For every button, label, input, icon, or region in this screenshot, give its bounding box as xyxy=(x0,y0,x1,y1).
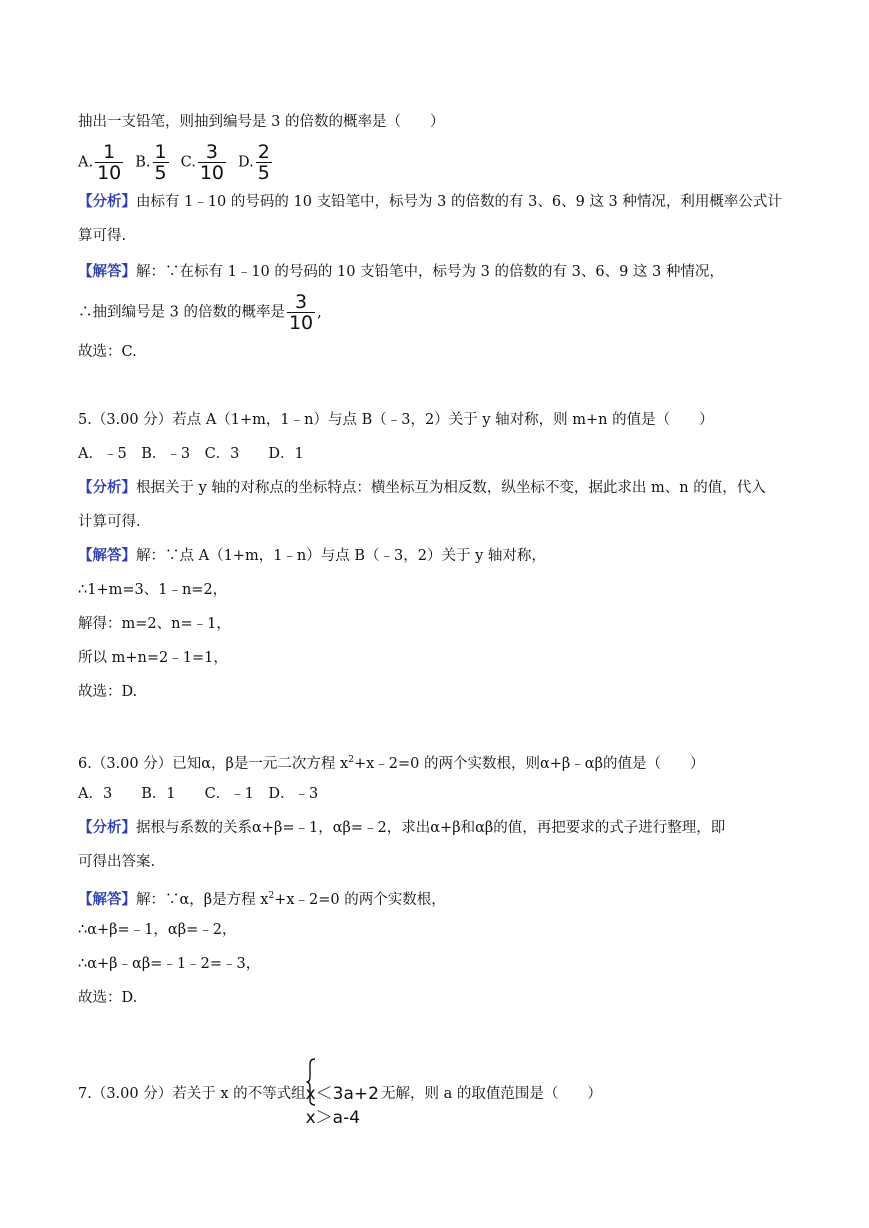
q4-option-d: D. $\frac{2}{5}$ xyxy=(238,141,270,184)
analysis-tag: 【分析】 xyxy=(78,819,136,836)
q4-choice: 故选：C. xyxy=(78,344,137,360)
q4-options xyxy=(78,142,284,183)
q4-option-c: C. $\frac{3}{10}$ xyxy=(180,141,225,184)
answer-tag: 【解答】 xyxy=(78,890,136,908)
answer-tag: 【解答】 xyxy=(78,547,136,564)
q6-choice: 故选：D. xyxy=(78,990,138,1006)
left-brace-icon xyxy=(306,1058,316,1106)
q4-option-b: B. $\frac{1}{5}$ xyxy=(135,141,167,184)
inequality-system xyxy=(306,1058,379,1130)
q6-stem: 6.（3.00 分）已知α，β是一元二次方程 $x^2+x﹣2=0$ 的两个实数根，则α+β﹣αβ的值是（ ） xyxy=(78,755,705,772)
q5-answer-line-2: ∴1+m=3、1﹣n=2， xyxy=(78,582,228,598)
q6-options: A．3 B．1 C．﹣1 D．﹣3 xyxy=(78,786,319,802)
q5-answer-line-3: 解得：m=2、n=﹣1， xyxy=(78,616,231,632)
q6-analysis-line-2: 可得出答案. xyxy=(78,854,156,870)
q6-answer-line-2: ∴α+β=﹣1，αβ=﹣2， xyxy=(78,922,237,938)
q4-option-a: A. $\frac{1}{10}$ xyxy=(78,141,122,184)
inequality-1: x＜3a+2 xyxy=(305,1084,379,1104)
q5-answer-line-1: 【解答】解：∵点 A（1+m，1﹣n）与点 B（﹣3，2）关于 y 轴对称， xyxy=(78,547,546,564)
q5-analysis-line-2: 计算可得. xyxy=(78,514,141,530)
q4-analysis-line-1: 【分析】由标有 1﹣10 的号码的 10 支铅笔中，标号为 3 的倍数的有 3、6、9 这 3 种情况，利用概率公式计 xyxy=(78,193,782,210)
q4-analysis-line-2: 算可得. xyxy=(78,228,127,244)
q5-answer-line-4: 所以 m+n=2﹣1=1， xyxy=(78,650,228,666)
q4-stem: 抽出一支铅笔，则抽到编号是 3 的倍数的概率是（ ） xyxy=(78,114,445,130)
analysis-tag: 【分析】 xyxy=(78,479,136,496)
q6-analysis-line-1: 【分析】据根与系数的关系α+β=﹣1，αβ=﹣2，求出α+β和αβ的值，再把要求的式子进行整理，即 xyxy=(78,819,726,836)
answer-tag: 【解答】 xyxy=(78,263,136,280)
q5-analysis-line-1: 【分析】根据关于 y 轴的对称点的坐标特点：横坐标互为相反数，纵坐标不变，据此求出 m、n 的值，代入 xyxy=(78,479,766,496)
inequality-2: x＞a-4 xyxy=(305,1108,361,1128)
q4-answer-line-1: 【解答】解：∵在标有 1﹣10 的号码的 10 支铅笔中，标号为 3 的倍数的有 3、6、9 这 3 种情况， xyxy=(78,263,724,280)
q5-stem: 5.（3.00 分）若点 A（1+m，1﹣n）与点 B（﹣3，2）关于 y 轴对称，则 m+n 的值是（ ） xyxy=(78,412,714,428)
q7-stem: 7.（3.00 分）若关于 x 的不等式组 x＜3a+2 x＞a-4 无解，则 a 的取值范围是（ ） xyxy=(78,1058,602,1130)
q6-answer-line-1: 【解答】解：∵α，β是方程 $x^2+x﹣2=0$ 的两个实数根， xyxy=(78,890,446,908)
probability-fraction: $\frac{3}{10}$ xyxy=(288,291,314,334)
q4-answer-line-2: ∴抽到编号是 3 的倍数的概率是 $\frac{3}{10}$ , xyxy=(78,291,322,334)
q5-choice: 故选：D. xyxy=(78,684,138,700)
q6-answer-line-3: ∴α+β﹣αβ=﹣1﹣2=﹣3， xyxy=(78,956,261,972)
analysis-tag: 【分析】 xyxy=(78,193,136,210)
q5-options: A．﹣5 B．﹣3 C．3 D．1 xyxy=(78,446,304,462)
